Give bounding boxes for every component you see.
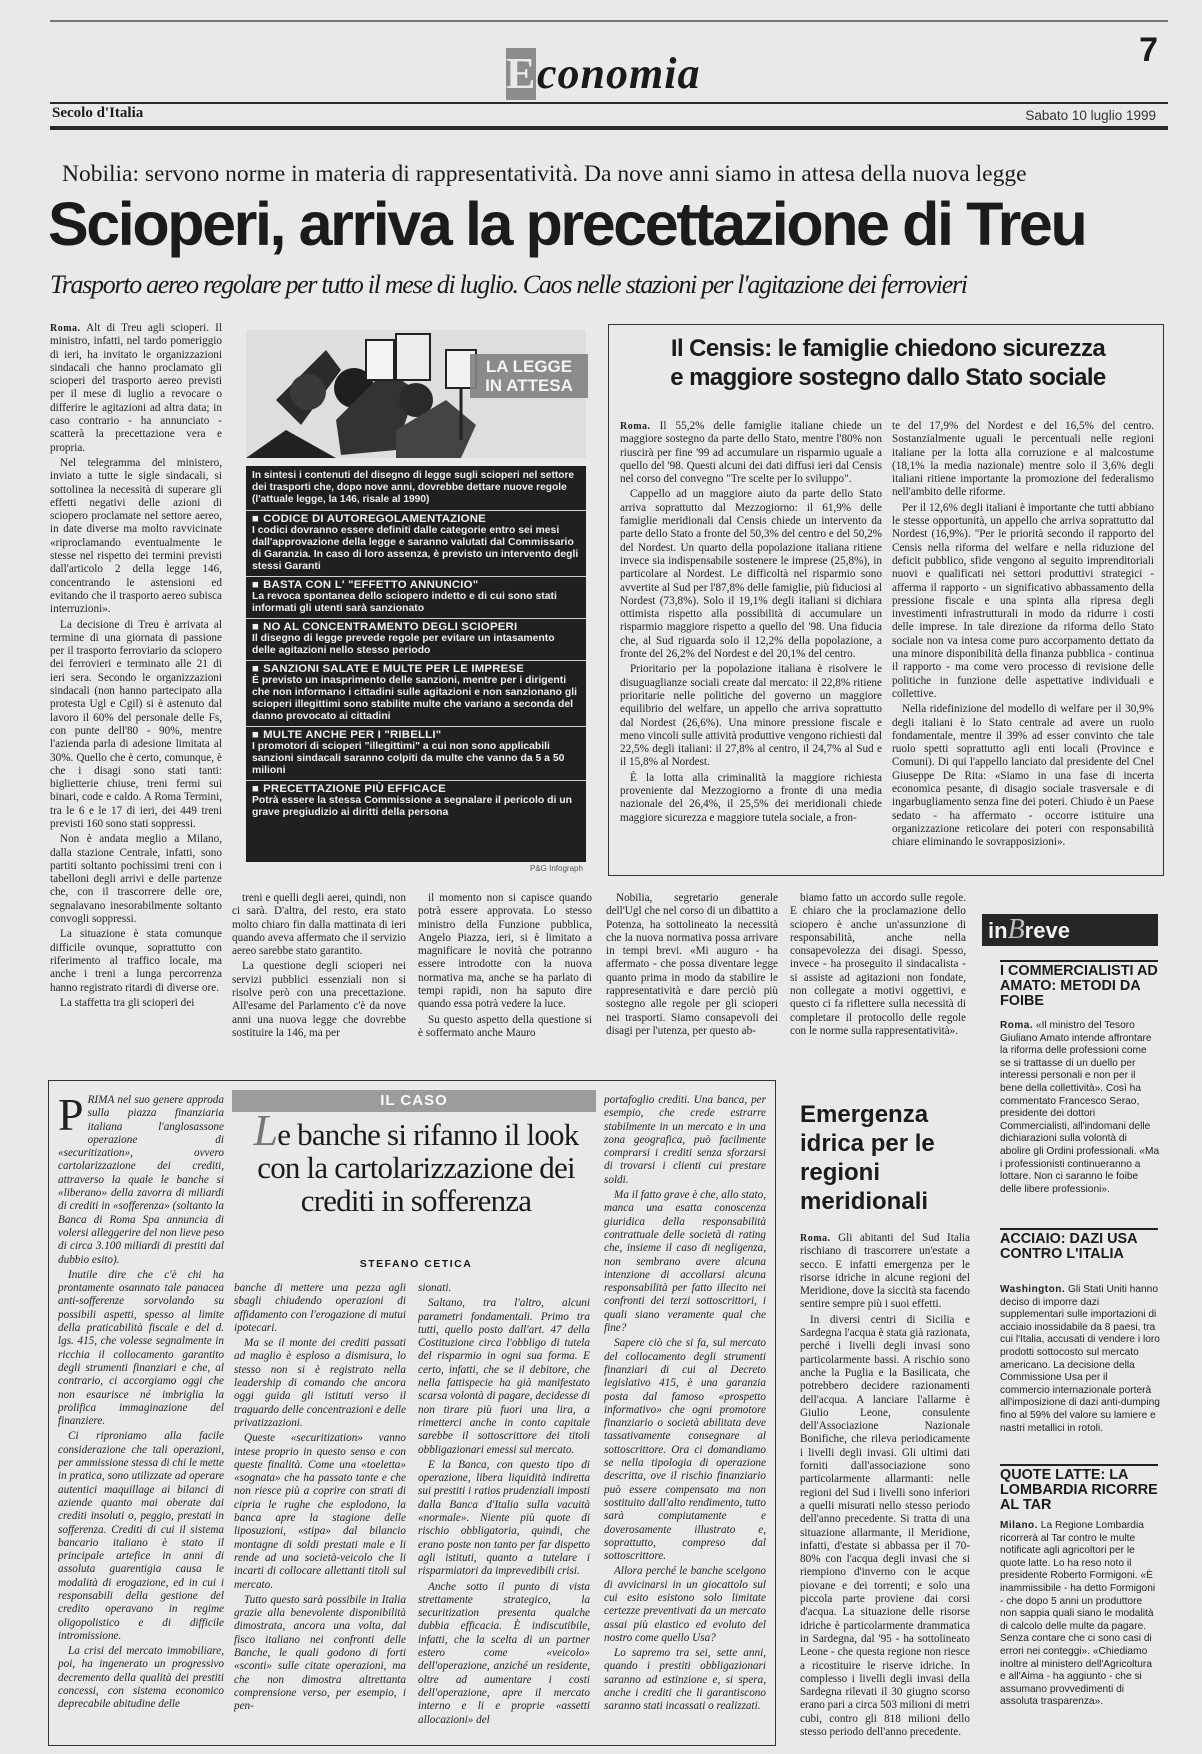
paragraph: biamo fatto un accordo sulle regole. E chiaro che la proclamazione dello sciopero è anche un'assunzione di responsabilità, anche nella consapevolezza dei disagi. Spesso, invece - ha proseguito il sindacalista - si assiste ad agitazioni non fondate, non collegate a motivi oggettivi, e questo ci fa riflettere sulla necessità di completare il protocollo delle regole con le norme sulla rappresentatività». — [790, 892, 966, 1037]
paragraph: treni e quelli degli aerei, quindi, non ci sarà. D'altra, del resto, era stato molto chiaro fin dalla mattinata di ieri quando aveva affermato che il servizio aereo sarebbe stato garantito. — [232, 892, 406, 958]
paragraph: E la Banca, con questo tipo di operazione, libera liquidità indiretta sui prestiti i ratios prudenziali imposti dalla Banca d'Italia sulla vacuità «normale». Niente più quote di rischio obbligatoria, quindi, che erano poste non tanto per far dispetto agli istituti, quanto a tutelare i risparmiatori da imprevedibili crisi. — [418, 1458, 590, 1578]
law-item — [246, 780, 586, 822]
paragraph: Nobilia, segretario generale dell'Ugl che nel corso di un dibattito a Potenza, ha sottolineato la necessità che la nuova normativa possa arrivare in tempi brevi. «Mi auguro - ha affermato - che possa diventare legge quanto prima in modo da stabilire le rappresentatività e dare perciò più sostegno alle regole per gli scioperi nei trasporti. Siamo consapevoli dei disagi per l'utenza, per questo ab- — [606, 892, 778, 1037]
law-item-text: La revoca spontanea dello sciopero indetto e di cui sono stati informati gli utenti sarà sanzionato — [252, 591, 557, 614]
drop-cap: P — [58, 1094, 84, 1140]
paragraph: È la lotta alla criminalità la maggiore richiesta proveniente dal Mezzogiorno a fronte di una media nazionale del 26,4%, il 25,5% dei meridionali chiede maggiore sicurezza e maggiore tutela sociale, a fron- — [620, 771, 882, 824]
in-breve-prefix: in — [988, 918, 1008, 943]
paragraph: banche di mettere una pezza agli sbagli chiudendo operazioni di affidamento con l'erogazione di mutui ipotecari. — [234, 1282, 406, 1334]
paragraph: Tutto questo sarà possibile in Italia grazie alla benevolente disponibilità dimostrata, ancora una volta, dal fisco italiano nei confronti delle Banche, le quali godono di forti «sconti» sulle citate operazioni, ma che non dimostra altrettanta comprensione verso, per esempio, i pen- — [234, 1593, 406, 1713]
law-item-title: ■ NO AL CONCENTRAMENTO DEGLI SCIOPERI — [252, 621, 580, 633]
paragraph: Ci riproniamo alla facile considerazione che tali operazioni, per ammissione stessa di chi le mette in pratica, sono utilizzate ad operare autentici maquillage ai bilanci di aziende quanto mai oberate dai crediti insoluti o, peggio, prestati in sofferenza. Crediti di cui il sistema bancario italiano è stato il principale artefice in anni di assoluta guarentigia causa le modalità di erogazione, ed in cui i responsabili della gestione del credito operavano in regime oligopolistico e di difficile intromissione. — [58, 1430, 224, 1642]
banche-col2 — [234, 1282, 406, 1740]
main-overline: Nobilia: servono norme in materia di rappresentatività. Da nove anni siamo in attesa della nuova legge — [62, 161, 1027, 187]
main-article-col3 — [418, 892, 592, 1060]
paragraph: Alt di Treu agli scioperi. Il ministro, infatti, nel tardo pomeriggio di ieri, ha invitato le organizzazioni sindacali che hanno proclamato gli scioperi del trasporto aereo previsti per il mese di luglio a revocare o differire le agitazioni ad altra data; in caso contrario - ha annunciato - scatterà la precettazione vera e propria. — [50, 322, 222, 454]
law-item-text: È previsto un inasprimento delle sanzioni, mentre per i dirigenti che non informano i cittadini sulle agitazioni e non sanzionano gli scioperi illegittimi sono stabilite multe che variano a seconda del danno provocato ai cittadini — [252, 675, 578, 722]
paragraph: il momento non si capisce quando potrà essere approvata. Lo stesso ministro della Funzione pubblica, Angelo Piazza, ieri, si è limitato a magnificare le novità che potranno essere introdotte con la nuova normativa ma, anche se ha parlato di tempi rapidi, non ha saputo dire quando essa potrà vedere la luce. — [418, 892, 592, 1011]
law-item — [246, 510, 586, 576]
banche-col3 — [418, 1282, 590, 1740]
law-item-text: Il disegno di legge prevede regole per evitare un intasamento delle agitazioni nello stesso periodo — [252, 633, 555, 656]
banche-headline-text: e banche si rifanno il look con la cartolarizzazione dei crediti in sofferenza — [257, 1117, 579, 1218]
law-item-title: ■ PRECETTAZIONE PIÙ EFFICACE — [252, 783, 580, 795]
law-box-intro: In sintesi i contenuti del disegno di legge sugli scioperi nel settore dei trasporti che, dopo nove anni, dovrebbe dettare nuove regole (l'attuale legge, la 146, risale al 1990) — [252, 470, 575, 505]
paragraph: Non è andata meglio a Milano, dalla stazione Centrale, infatti, sono partiti soltanto pochissimi treni con i tabelloni degli arrivi e delle partenze che, con il trascorrere delle ore, segnalavano inesorabilmente soltanto convogli soppressi. — [50, 833, 222, 926]
emergenza-col — [800, 1232, 970, 1742]
brief-text — [1000, 1284, 1160, 1464]
law-item-title: ■ BASTA CON L' "EFFETTO ANNUNCIO" — [252, 579, 580, 591]
paragraph: Il 55,2% delle famiglie italiane chiede un maggiore sostegno da parte dello Stato, mentre l'80% non riuscirà per fine '99 ad accumulare un risparmio uguale a quello del '98. Questi alcuni dei dati diffusi ieri dal Censis nel corso del convegno "Tre scelte per lo sviluppo". — [620, 420, 882, 486]
paragraph: «Il ministro del Tesoro Giuliano Amato intende affrontare la riforma delle professioni come se si trattasse di un duello per interessi personali e non per il bene della collettività». Così ha commentato Francesco Serao, presidente dei dottori Commercialisti, all'indomani delle dichiarazioni sulla volontà di abolire gli Ordini professionali. «Ma i professionisti continueranno a lottare. Non ci saranno le foibe delle libere professioni». — [1000, 1020, 1160, 1195]
paragraph: La staffetta tra gli scioperi dei — [60, 996, 195, 1009]
banche-byline: STEFANO CETICA — [359, 1258, 473, 1270]
paragraph: La situazione è stata comunque difficile ovunque, soprattutto con riferimento al traffico locale, ma anche i treni a lunga percorrenza hanno registrato ritardi di diverse ore. — [50, 928, 222, 994]
law-item-title: ■ SANZIONI SALATE E MULTE PER LE IMPRESE — [252, 663, 580, 675]
law-box-credit: P&G Infograph — [530, 864, 583, 873]
dateline: Washington. — [1000, 1284, 1066, 1295]
paragraph: sionati. — [418, 1282, 452, 1294]
law-item-text: I promotori di scioperi "illegittimi" a cui non sono applicabili sanzioni sindacali saranno colpiti da multe che vanno da 5 a 50 milioni — [252, 741, 565, 776]
law-box-label-line1: LA LEGGE — [485, 357, 573, 376]
emergenza-headline: Emergenza idrica per le regioni meridionali — [800, 1101, 935, 1215]
law-item — [246, 576, 586, 618]
paragraph: La decisione di Treu è arrivata al termine di una giornata di passione per il trasporto ferroviario da sciopero dei ferrovieri e terminato alle 21 di ieri sera. Secondo le organizzazioni sindacali (non hanno partecipato alla protesta Ugl e Cgil) si è astenuto dal lavoro il 60% del personale delle Fs, con punte dell'80 - 90%, mentre l'azienda parla di adesione limitata al 30%. Quello che è certo, comunque, è che i disagi sono stati tanti: biglietterie chiuse, treni fermi sui binari, code e caldo. A Roma Termini, tra le 6 e le 17 di ieri, dei 449 treni previsti 160 sono stati soppressi. — [50, 618, 222, 830]
paragraph: Anche sotto il punto di vista strettamente strategico, la securitization presenta qualche dubbia efficacia. È indiscutibile, infatti, che la scelta di un partner estero come «veicolo» dell'operazione, anziché un residente, oltre ad aumentare i costi dell'operazione, apre il mercato interno e li e proprie «assetti allocazioni» del — [418, 1580, 590, 1726]
censis-headline-line1: Il Censis: le famiglie chiedono sicurezza — [670, 335, 1106, 362]
paragraph: portafoglio crediti. Una banca, per esempio, che crede estrarre stabilmente in un mercato e in una zona geografica, può facilmente comprarsi i crediti senza sforzarsi di trovarsi i clienti cui prestare soldi. — [604, 1094, 766, 1186]
issue-date: Sabato 10 luglio 1999 — [1025, 108, 1156, 123]
law-item-text: Potrà essere la stessa Commissione a segnalare il pericolo di un grave pregiudizio ai diritti della persona — [252, 795, 572, 818]
in-breve-label — [982, 914, 1158, 946]
dateline: Roma. — [50, 323, 81, 334]
paragraph: In diversi centri di Sicilia e Sardegna l'acqua è stata già razionata, perché i livelli degli invasi sono particolarmente bassi. A rischio sono anche la Puglia e la Basilicata, che potrebbero decidere razionamenti dell'acqua. A lanciare l'allarme è Giulio Leone, consulente dell'Associazione Nazionale Bonifiche, che rileva periodicamente i livelli degli invasi. Gli ultimi dati forniti dall'associazione sono particolarmente allarmanti: nelle regioni del Sud i livelli sono inferiori a quelli misurati nello stesso periodo dell'anno precedente. Si tratta di una situazione allarmante, il Meridione, infatti, d'estate si abbassa per il 70-80% con l'acqua degli invasi che si riempiono d'inverno con le acque piovane e dei torrenti; e solo una piccola parte proviene dai corsi d'acqua. La situazione delle risorse idriche è particolarmente drammatica in Sardegna, dal '95 - ha sottolineato Leone - che questa regione non riesce a ricostituire le riserve idriche. In complesso i livelli degli invasi della Sardegna rilevati il 30 giugno scorso erano pari a circa 503 milioni di metri cubi, contro gli 818 milioni dello stesso periodo dell'anno precedente. — [800, 1313, 970, 1738]
main-headline: Scioperi, arriva la precettazione di Treu — [48, 190, 1086, 258]
main-article-col2 — [232, 892, 406, 1060]
newspaper-name: Secolo d'Italia — [52, 105, 144, 121]
dateline: Milano. — [1000, 1520, 1038, 1531]
dateline: Roma. — [620, 421, 651, 432]
brief-title: QUOTE LATTE: LA LOMBARDIA RICORRE AL TAR — [1000, 1467, 1158, 1513]
brief-title: ACCIAIO: DAZI USA CONTRO L'ITALIA — [1000, 1231, 1137, 1262]
paragraph: Inutile dire che c'è chi ha prontamente osannato tale panacea anti-sofferenze sorvolando su possibili aspetti, spesso al limite della praticabilità fiscale e del d. lgs. 415, che volesse segnalmente in ricchia il collocamento garantito degli strumenti finanziari e che, al contrario, ci accorgiamo oggi che non esaurisce né imbriglia la prolifica immaginazione del finanziere. — [58, 1268, 224, 1428]
paragraph: Gli abitanti del Sud Italia rischiano di trascorrere un'estate a secco. E infatti emergenza per le risorse idriche in alcune regioni del Meridione, dove la siccità sta facendo sentire sempre più i suoi effetti. — [800, 1232, 970, 1311]
law-item — [246, 726, 586, 780]
censis-col1 — [620, 420, 882, 868]
paragraph: Gli Stati Uniti hanno deciso di imporre dazi supplementari sulle importazioni di acciaio inossidabile da 8 paesi, tra cui l'Italia, accusati di vendere i loro prodotti sottocosto sul mercato americano. La decisione della Commissione Usa per il commercio internazionale porterà all'imposizione di dazi anti-dumping fino al 59% del valore su lamiere e nastri metallici in rotoli. — [1000, 1284, 1160, 1434]
law-item — [246, 618, 586, 660]
paragraph: La Regione Lombardia ricorrerà al Tar contro le multe notificate agli agricoltori per le quote latte. Lo ha reso noto il presidente Roberto Formigoni. «È inammissibile - ha detto Formigoni - che dopo 5 anni un produttore non sappia quali siano le modalità di calcolo delle multe da pagare. Senza contare che ci sono casi di errori nei conteggi». «Chiediamo inoltre al ministero dell'Agricoltura e all'Aima - ha aggiunto - che si assumano provvedimenti di assoluta trasparenza». — [1000, 1520, 1156, 1708]
paragraph: La crisi del mercato immobiliare, poi, ha ingenerato un progressivo decremento della qualità dei prestiti concessi, con sistema economico deprecabile abitudine delle — [58, 1645, 224, 1711]
paragraph: Prioritario per la popolazione italiana è risolvere le disuguaglianze sociali create dal mercato: il 22,8% ritiene prioritarie nelle politiche del governo un maggiore equilibrio del welfare, un appello che arriva soprattutto dal Nordest (26,6%). Una minore pressione fiscale e meno vincoli sulle attività produttive vengono richiesti dal 22,5% degli italiani: il 27,8% al centro, il 24,7% al Sud e il 15,8% al Nordest. — [620, 663, 882, 769]
in-breve-suffix: reve — [1024, 918, 1070, 943]
page-number: 7 — [1139, 31, 1158, 69]
section-title-initial: E — [506, 49, 537, 98]
brief-text — [1000, 1520, 1160, 1742]
banche-col1 — [58, 1094, 224, 1740]
paragraph: Cappello ad un maggiore aiuto da parte dello Stato arriva soprattutto dal Mezzogiorno: il 61,9% delle famiglie meridionali dal Censis chiede un intervento da parte dello Stato a fronte del 50,3% del centro e del 50,2% del Nordest. Un quarto della popolazione italiana ritiene invece sia indispensabile sostenere le imprese (25,8%), in particolare al Nordest. Le difficoltà nel risparmio sono avvertite al Sud per l'87,8% delle famiglie, più fiduciosi al Nordest (73,8%). Solo il 19,1% degli italiani si dichiara ottimista rispetto alla possibilità di accumulare un risparmio maggiore rispetto a quello del '98. Una fiducia che, al Sud riguarda solo il 12,2% della popolazione, a fronte del 26,2% del Nordest e del 20,1% del centro. — [620, 488, 882, 661]
paragraph: RIMA nel suo genere approda sulla piazza finanziaria italiana l'anglosassone operazione di «securitization», ovvero cartolarizzazione dei crediti, attraverso la quale le banche si «liberano» della zavorra di miliardi di crediti in «sofferenza» (soltanto la Banca di Roma Spa annuncia di volersi alleggerire del non lieve peso di circa 3.100 miliardi di prestiti dal dubbio esito). — [58, 1094, 224, 1266]
paragraph: Allora perché le banche scelgono di avvicinarsi in un giocattolo sul cui esito esistono solo limitate certezze preventivati da un mercato assai più elastico ed evoluto del nostro come quello Usa? — [604, 1565, 766, 1644]
paragraph: Ma il fatto grave è che, allo stato, manca una esatta conoscenza giuridica della responsabilità contrattuale delle società di rating che, insieme il caso di negligenza, non sembrano avere alcuna intenzione di accollarsi alcuna responsabilità per fatto illecito nei confronti dei terzi sottoscrittori, i quali siano veramente qual che fine? — [604, 1189, 766, 1335]
law-item-title: ■ CODICE DI AUTOREGOLAMENTAZIONE — [252, 513, 580, 525]
in-breve-initial: B — [1007, 914, 1025, 945]
law-item-title: ■ MULTE ANCHE PER I "RIBELLI" — [252, 729, 580, 741]
main-article-col4 — [606, 892, 778, 1060]
paragraph: Ma se il monte dei crediti passati ad maglio è esploso a dismisura, lo stesso non si è registrato nella leadership di comando che ancora oggi guida gli istituti verso il traguardo delle concentrazioni e delle privatizzazioni. — [234, 1337, 406, 1429]
banche-headline — [236, 1106, 596, 1218]
paragraph: Per il 12,6% degli italiani è importante che tutti abbiano le stesse opportunità, un appello che arriva soprattutto dal Nordest (16,9%). "Per le priorità secondo il rapporto del Censis nella riforma del welfare e nella riduzione del deficit pubblico, sfide vengono al seguito imprenditoriali nuovi e qualificati nei settori produttivi strategici - afferma il rapporto - un significativo abbassamento della pressione fiscale e una spinta alla ripresa degli investimenti infrastrutturali in modo da ridurre i costi delle imprese. In tale direzione da riforma dello Stato sociale non va intesa come puro accorpamento dettato da una minore disponibilità della finanza pubblica - continua il rapporto - ma come vero processo di revisione delle politiche in funzione delle aspettative individuali e collettive. — [892, 501, 1154, 700]
censis-col2 — [892, 420, 1154, 868]
section-title — [506, 48, 700, 100]
dateline: Roma. — [800, 1233, 831, 1244]
banche-col4 — [604, 1094, 766, 1740]
censis-headline — [620, 334, 1156, 392]
paragraph: Nel telegramma del ministero, inviato a tutte le sigle sindacali, si sottolinea la necessità di superare gli effetti negativi delle azioni di sciopero proclamate nel settore aereo, in date diverse ma molto ravvicinate «riproclamando eventualmente le stesse nel rispetto dei termini previsti dall'articolo 2 della legge 146, concentrando le astensioni ed evitando che il trasporto aereo subisca interruzioni». — [50, 456, 222, 616]
main-subhead: Trasporto aereo regolare per tutto il mese di luglio. Caos nelle stazioni per l'agitazione dei ferrovieri — [50, 270, 967, 299]
paragraph: La questione degli scioperi nei servizi pubblici essenziali non si risolve però con una precettazione. All'esame del Parlamento c'è da nove anni una nuova legge che dovrebbe sostituire la 146, ma per — [232, 960, 406, 1039]
paragraph: te del 17,9% del Nordest e del 16,5% del centro. Sostanzialmente uguali le percentuali nelle regioni italiane per la lotta alla corruzione e al malcostume (18,1% la media nazionale) mentre solo il 3,6% degli italiani ritiene importante la promozione del federalismo nell'ambito delle riforme. — [892, 420, 1154, 499]
section-title-text: conomia — [537, 49, 701, 98]
law-item-text: I codici dovranno essere definiti dalle categorie entro sei mesi dall'approvazione della legge e saranno valutati dal Commissario di Garanzia. In caso di loro assenza, è previsto un intervento degli stessi Garanti — [252, 525, 579, 572]
paragraph: Nella ridefinizione del modello di welfare per il 30,9% degli italiani è lo Stato centrale ad avere un ruolo fondamentale, mentre il 39% ad esser convinto che tale ruolo spetti soprattutto agli enti locali (Province e Comuni). Di qui l'appello lanciato dal presidente del Cnel Giuseppe De Rita: «Siamo in una fase di incerta economica pesante, di disagio sociale trasversale e di ingarbugliamento senza fine dei poteri. Chiudo è un Paese sedato - ha affermato - occorre istituire una organizzazione reticolare dei poteri con responsabilità chiare eliminando le sovrapposizioni». — [892, 703, 1154, 849]
law-box-label-line2: IN ATTESA — [485, 376, 573, 395]
brief-text — [1000, 1020, 1160, 1216]
banche-kicker: IL CASO — [232, 1090, 596, 1112]
paragraph: Su questo aspetto della questione si è soffermato anche Mauro — [418, 1013, 592, 1039]
main-article-col5 — [790, 892, 966, 1060]
main-article-col1 — [50, 322, 222, 1060]
censis-headline-line2: e maggiore sostegno dallo Stato sociale — [670, 364, 1106, 391]
paragraph: Sapere ciò che si fa, sul mercato del collocamento degli strumenti finanziari di cui al Decreto legislativo 415, è una garanzia posta dal famoso «prospetto informativo» che ogni promotore finanziario o società abilitata deve tassativamente consegnare al sottoscrittore. Ora ci domandiamo se nella tipologia di operazione descritta, ove il rischio finanziario può essere compensato ma non sostituito dall'alto rendimento, tutto sarà compiutamente e doverosamente illustrato e, soprattutto, compreso dal sottoscrittore. — [604, 1337, 766, 1563]
law-summary-box — [246, 466, 586, 862]
law-item — [246, 660, 586, 726]
dateline: Roma. — [1000, 1020, 1034, 1031]
banche-headline-initial: L — [253, 1106, 278, 1155]
paragraph: Saltano, tra l'altro, alcuni parametri fondamentali. Primo tra tutti, quello posto dall'art. 47 della Costituzione circa l'obbligo di tutela del risparmio in ogni sua forma. E certo, infatti, che se il debitore, che nella fattispecie ha già manifestato scarsa volontà di pagare, decidesse di non tirare più fuori una lira, a rimetterci anche in conto capitale sarebbe il sottoscrittore dei titoli obbligazionari emessi sul mercato. — [418, 1297, 590, 1456]
brief-title: I COMMERCIALISTI AD AMATO: METODI DA FOIBE — [1000, 963, 1158, 1009]
paragraph: Lo sapremo tra sei, sette anni, quando i prestiti obbligazionari saranno ad estinzione e, si spera, anche i crediti che li garantiscono saranno stati incassati o realizzati. — [604, 1647, 766, 1713]
paragraph: Queste «securitization» vanno intese proprio in questo senso e con queste finalità. Come una «toeletta» «sognata» che ha passato tante e che non riesce più a coprire con strati di cipria le rughe che esplodono, la banca apre la stagione delle liposuzioni, «stipa» dal bilancio montagne di soldi prestati male e li rende ad una società-veicolo che li incarti di collocare allettanti titoli sul mercato. — [234, 1432, 406, 1591]
law-box-label — [470, 354, 588, 398]
